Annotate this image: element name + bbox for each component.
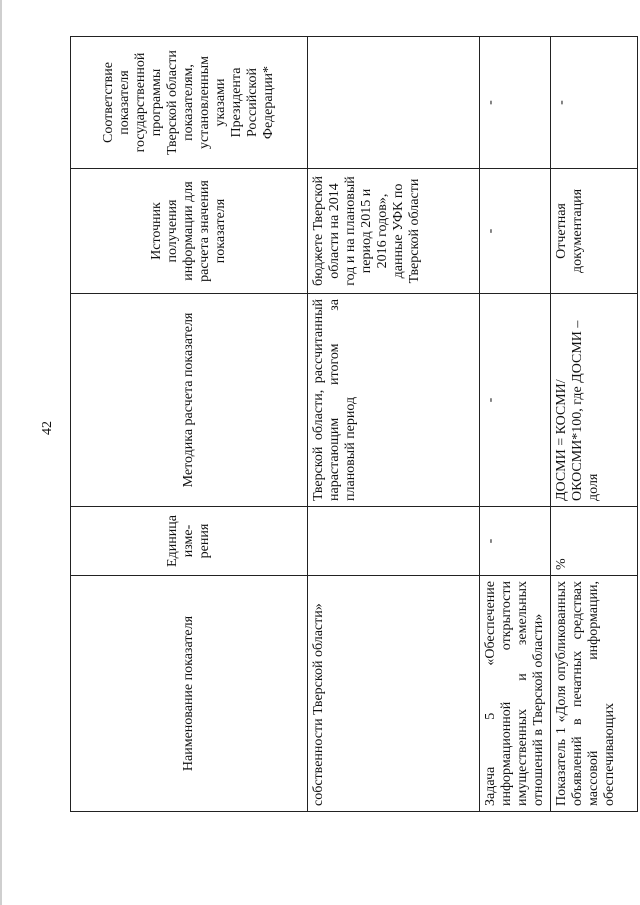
- cell-compliance: -: [551, 37, 638, 169]
- header-unit: Единица изме-рения: [71, 507, 308, 576]
- cell-name: Задача 5 «Обеспечение информационной открытости имущественных и земельных отношений в Тверской области»: [480, 576, 551, 812]
- table-row: [480, 37, 551, 812]
- page-number: 42: [40, 421, 55, 435]
- indicator-table: [70, 36, 638, 812]
- cell-method: -: [480, 294, 551, 507]
- scan-edge: [0, 0, 2, 905]
- table-header-row: [71, 37, 308, 812]
- cell-source: Отчетная документация: [551, 169, 638, 294]
- cell-name: Показатель 1 «Доля опубликованных объявлений в печатных средствах массовой информации, обеспечивающих: [551, 576, 638, 812]
- cell-source: бюджете Тверской области на 2014 год и на плановый период 2015 и 2016 годов», данные УФК по Тверской области: [308, 169, 480, 294]
- cell-unit: [308, 507, 480, 576]
- cell-method: ДОСМИ = КОСМИ/ОКОСМИ*100, где ДОСМИ – доля: [551, 294, 638, 507]
- cell-compliance: [308, 37, 480, 169]
- table-row: [308, 37, 480, 812]
- cell-unit: %: [551, 507, 638, 576]
- cell-method: Тверской области, рассчитанный нарастающим итогом за плановый период: [308, 294, 480, 507]
- header-method: Методика расчета показателя: [71, 294, 308, 507]
- table-row: [551, 37, 638, 812]
- header-indicator-name: Наименование показателя: [71, 576, 308, 812]
- header-compliance: Соответствие показателя государственной программы Тверской области показателям, установленным указами Президента Российской Федерации*: [71, 37, 308, 169]
- rotated-table-container: [70, 37, 636, 812]
- cell-source: -: [480, 169, 551, 294]
- cell-unit: -: [480, 507, 551, 576]
- header-source: Источник получения информации для расчета значения показателя: [71, 169, 308, 294]
- cell-name: собственности Тверской области»: [308, 576, 480, 812]
- cell-compliance: -: [480, 37, 551, 169]
